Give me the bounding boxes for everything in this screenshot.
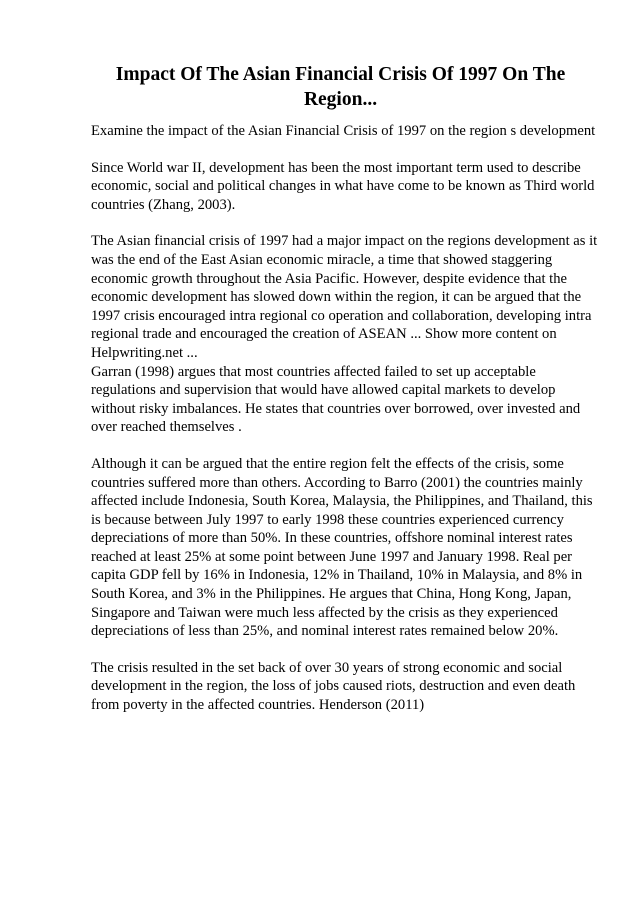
body-paragraph: Since World war II, development has been the most important term used to describe economic, social and political changes in what have come to be known as Third world countries (Zhang, 2003).: [91, 159, 595, 213]
intro-paragraph: Examine the impact of the Asian Financial Crisis of 1997 on the region s development: [91, 123, 596, 139]
body-paragraph: Garran (1998) argues that most countries affected failed to set up acceptable regulations and supervision that would have allowed capital markets to develop without risky imbalances. He states that countries over borrowed, over invested and over reached themselves .: [91, 363, 581, 436]
body-paragraph: The Asian financial crisis of 1997 had a major impact on the regions development as it was the end of the East Asian economic miracle, a time that showed staggering economic growth throughout the Asia Pacific. However, despite evidence that the economic development has slowed down within the region, it can be argued that the 1997 crisis encouraged intra regional co operation and collaboration, developing intra regional trade and encouraged the creation of ASEAN ... Show more content on Helpwriting.net ...: [91, 233, 598, 361]
body-paragraph: The crisis resulted in the set back of over 30 years of strong economic and social development in the region, the loss of jobs caused riots, destruction and even death from poverty in the affected countries. Henderson (2011): [91, 659, 576, 714]
document-title: Impact Of The Asian Financial Crisis Of 1997 On The Region...: [115, 64, 566, 110]
body-paragraph: Although it can be argued that the entire region felt the effects of the crisis, some countries suffered more than others. According to Barro (2001) the countries mainly affected include Indonesia, South Korea, Malaysia, the Philippines, and Thailand, this is because between July 1997 to early 1998 these countries experienced currency depreciations of more than 50%. In these countries, offshore nominal interest rates reached at least 25% at some point between June 1997 and January 1998. Real per capita GDP fell by 16% in Indonesia, 12% in Thailand, 10% in Malaysia, and 8% in South Korea, and 3% in the Philippines. He argues that China, Hong Kong, Japan, Singapore and Taiwan were much less affected by the crisis as they experienced depreciations of less than 25%, and nominal interest rates remained below 20%.: [91, 455, 593, 640]
